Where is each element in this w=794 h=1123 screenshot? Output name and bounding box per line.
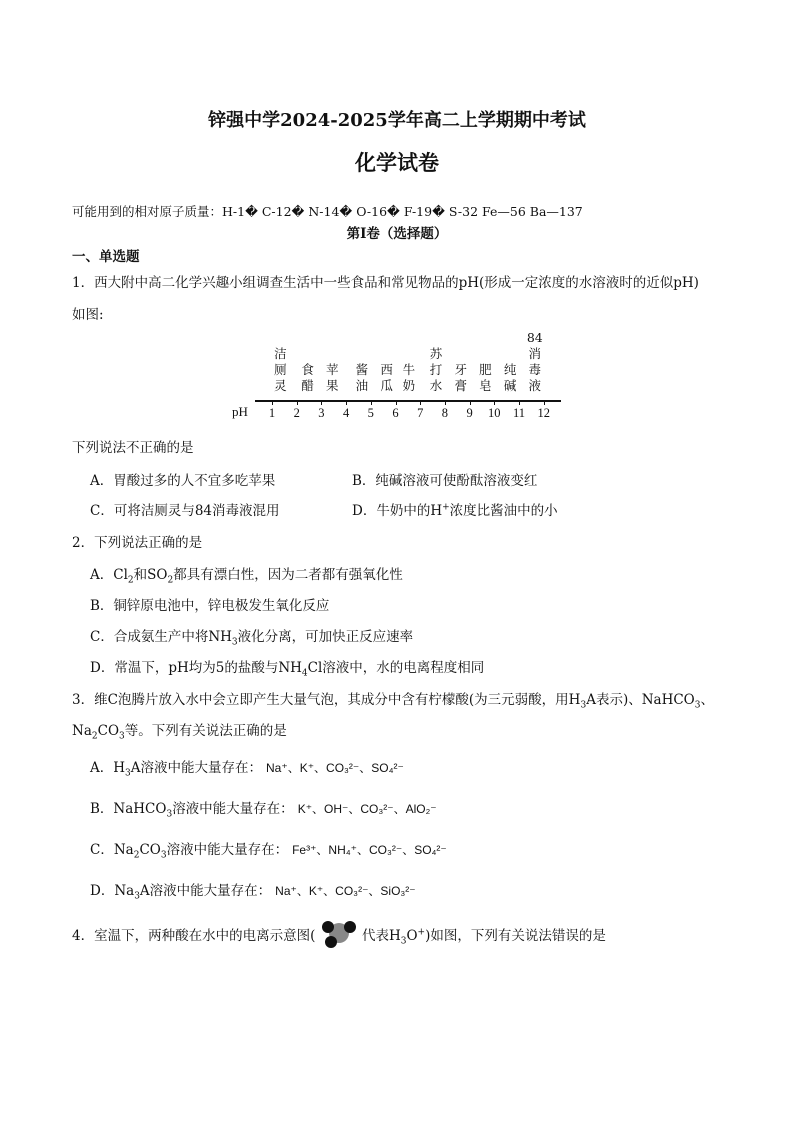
atomic-masses: 可能用到的相对原子质量：H-1� C-12� N-14� O-16� F-19� S-32 Fe—56 Ba—137 (72, 204, 583, 219)
q3-b-ions: K⁺、OH⁻、CO₃²⁻、AlO₂⁻ (297, 802, 437, 816)
q2-a-t1: A．Cl (90, 567, 128, 583)
q3-s4: Na (72, 723, 92, 739)
ph-item-label: 食 醋 (301, 362, 314, 393)
q1-option-a[interactable]: A．胃酸过多的人不宜多吃苹果 (90, 473, 276, 489)
section-title: 一、单选题 (72, 249, 140, 265)
ph-tick-label: 3 (318, 406, 325, 420)
q3-a-t2: A溶液中能大量存在： (130, 760, 263, 776)
ph-tick (494, 400, 495, 405)
q3-c-ions: Fe³⁺、NH₄⁺、CO₃²⁻、SO₄²⁻ (292, 843, 447, 857)
ph-item-label: 84 消 毒 液 (526, 330, 543, 393)
q4-t1: 4．室温下，两种酸在水中的电离示意图( (72, 928, 316, 944)
q3-s3: 、 (700, 692, 714, 708)
ph-item-label: 苏 打 水 (429, 346, 443, 393)
q2-c-t2: 液化分离，可加快正反应速率 (237, 629, 414, 645)
ph-tick-label: 7 (417, 406, 424, 420)
q3-d-t1: D．Na (90, 883, 135, 899)
ph-tick-label: 4 (342, 406, 350, 420)
q3-s6: 等。下列有关说法正确的是 (124, 723, 287, 739)
q1-option-d-text1: D．牛奶中的H (352, 503, 443, 519)
q3-s5: CO (97, 723, 120, 739)
ph-axis-line (255, 400, 561, 402)
ph-item-label: 纯 碱 (503, 362, 517, 393)
q2-c-t1: C．合成氨生产中将NH (90, 629, 232, 645)
ph-tick-label: 11 (512, 406, 526, 420)
ph-axis-label: pH (232, 404, 248, 419)
q3-stem-line2: $Na_2CO_3$等。下列有关说法正确的是 (72, 723, 287, 742)
ph-item-label: 肥 皂 (479, 362, 492, 393)
q3-a-t1: A．H (90, 760, 126, 776)
q3-option-d[interactable]: D．$Na_3A$溶液中能大量存在： Na⁺、K⁺、CO₃²⁻、SiO₃²⁻ (90, 883, 416, 902)
ph-tick-label: 5 (367, 406, 374, 420)
q3-b-t1: B．NaHCO (90, 801, 167, 817)
ph-tick (445, 400, 446, 405)
q1-stem-line1: 1．西大附中高二化学兴趣小组调查生活中一些食品和常见物品的pH(形成一定浓度的水溶液时的近似pH) (72, 275, 699, 291)
ph-tick (519, 400, 520, 405)
ph-tick (371, 400, 372, 405)
q3-c-t3: 溶液中能大量存在： (166, 842, 289, 858)
q2-stem: 2．下列说法正确的是 (72, 535, 203, 551)
q1-option-d-text2: 浓度比酱油中的小 (449, 503, 558, 519)
q3-option-c[interactable]: C．$Na_2CO_3$溶液中能大量存在： Fe³⁺、NH₄⁺、CO₃²⁻、SO₄²⁻ (90, 842, 447, 861)
q2-d-t2: Cl溶液中，水的电离程度相同 (307, 660, 485, 676)
ph-tick (470, 400, 471, 405)
q2-d-t1: D．常温下，pH均为5的盐酸与NH (90, 660, 302, 676)
ph-tick-label: 1 (268, 406, 276, 420)
q2-a-t3: 都具有漂白性，因为二者都有强氧化性 (173, 567, 403, 583)
q3-d-t2: A溶液中能大量存在： (139, 883, 272, 899)
exam-subtitle: 化学试卷 (355, 150, 439, 175)
ph-tick-label: 2 (293, 406, 300, 420)
ph-tick (396, 400, 397, 405)
q2-option-b[interactable]: B．铜锌原电池中，锌电极发生氧化反应 (90, 598, 330, 614)
ph-item-label: 牛 奶 (402, 362, 416, 393)
ph-item-label: 苹 果 (326, 362, 339, 393)
q3-option-b[interactable]: B．NaHCO$_3$溶液中能大量存在： K⁺、OH⁻、CO₃²⁻、AlO₂⁻ (90, 801, 437, 820)
q1-option-d[interactable]: D．牛奶中的H+浓度比酱油中的小 (352, 502, 558, 519)
hydronium-molecule-icon (321, 921, 357, 949)
volume-title: 第Ⅰ卷（选择题） (346, 226, 448, 242)
ph-item-label: 酱 油 (355, 362, 369, 393)
q3-s2: A表示)、NaHCO (586, 692, 695, 708)
ph-tick (297, 400, 298, 405)
q2-a-t2: 和SO (133, 567, 168, 583)
ph-item-label: 洁 厕 灵 (274, 346, 287, 393)
exam-title: 锌强中学2024-2025学年高二上学期期中考试 (208, 110, 586, 131)
ph-tick (272, 400, 273, 405)
ph-tick-label: 9 (466, 406, 473, 420)
q3-option-a[interactable]: A．$H_3A$溶液中能大量存在： Na⁺、K⁺、CO₃²⁻、SO₄²⁻ (90, 760, 404, 779)
ph-tick-label: 6 (392, 406, 399, 420)
ph-tick-label: 12 (537, 406, 550, 420)
q4-stem: 4．室温下，两种酸在水中的电离示意图( 代表$H_3O^+$)如图，下列有关说法错误的是 (72, 921, 606, 949)
q2-option-c[interactable]: C．合成氨生产中将$NH_3$液化分离，可加快正反应速率 (90, 629, 414, 648)
ph-tick (321, 400, 322, 405)
q2-option-d[interactable]: D．常温下，pH均为5的盐酸与$NH_4Cl$溶液中，水的电离程度相同 (90, 660, 485, 679)
q3-c-t1: C．Na (90, 842, 134, 858)
q3-b-t2: 溶液中能大量存在： (172, 801, 294, 817)
q3-d-ions: Na⁺、K⁺、CO₃²⁻、SiO₃²⁻ (275, 884, 416, 898)
ph-item-label: 牙 膏 (454, 362, 467, 393)
ph-tick (346, 400, 347, 405)
ph-tick-label: 8 (441, 406, 449, 420)
q2-option-a[interactable]: A．$Cl_2$和$SO_2$都具有漂白性，因为二者都有强氧化性 (90, 567, 403, 586)
q4-t3: )如图，下列有关说法错误的是 (425, 928, 606, 944)
q1-option-c[interactable]: C．可将洁厕灵与84消毒液混用 (90, 503, 280, 519)
q3-stem-line1: 3．维C泡腾片放入水中会立即产生大量气泡，其成分中含有柠檬酸(为三元弱酸，用$H_3A$表示)、NaHCO$_3$、 (72, 692, 714, 711)
ph-tick (420, 400, 421, 405)
q4-t2: 代表H (361, 928, 401, 944)
q3-s1: 3．维C泡腾片放入水中会立即产生大量气泡，其成分中含有柠檬酸(为三元弱酸，用H (72, 692, 581, 708)
q1-prompt: 下列说法不正确的是 (72, 440, 194, 456)
ph-tick-label: 10 (488, 406, 501, 420)
q3-a-ions: Na⁺、K⁺、CO₃²⁻、SO₄²⁻ (266, 761, 404, 775)
q3-c-t2: CO (139, 842, 161, 858)
ph-tick (544, 400, 545, 405)
q1-stem-line2: 如图: (72, 307, 104, 323)
q1-option-b[interactable]: B．纯碱溶液可使酚酞溶液变红 (352, 473, 538, 489)
ph-item-label: 西 瓜 (380, 362, 393, 393)
